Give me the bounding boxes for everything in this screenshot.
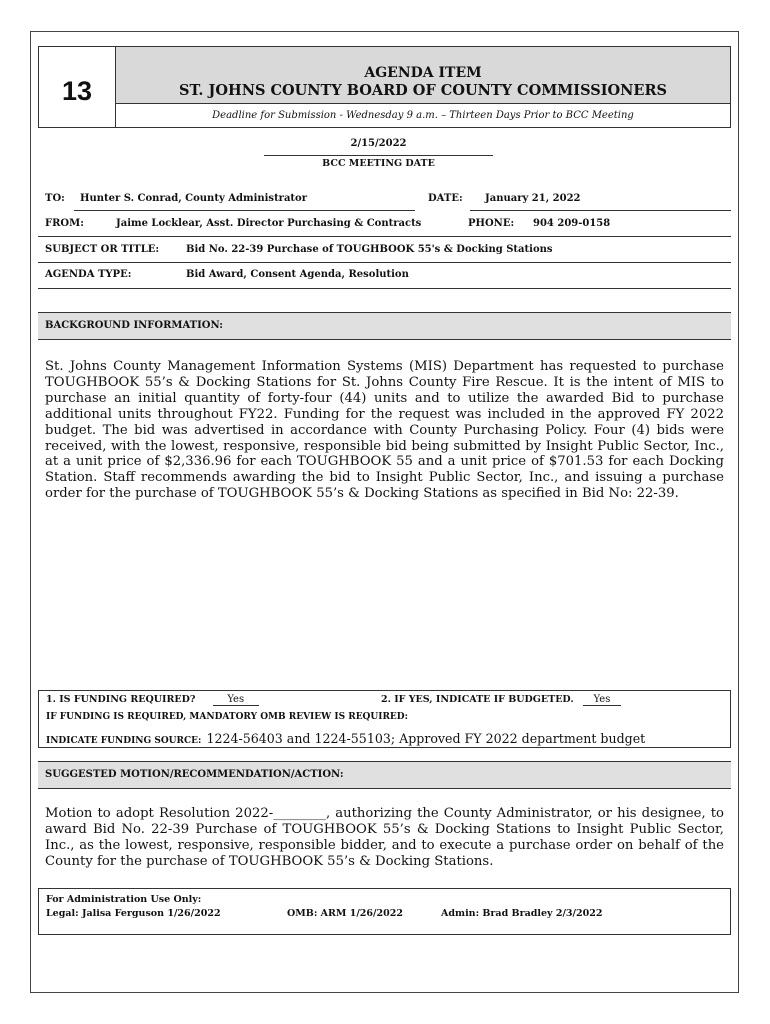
meeting-date: 2/15/2022 <box>350 138 407 149</box>
agenda-type-label: AGENDA TYPE: <box>45 269 132 280</box>
admin-signoff: Admin: Brad Bradley 2/3/2022 <box>441 908 603 919</box>
funding-source-label: INDICATE FUNDING SOURCE: <box>46 736 202 746</box>
subject-label: SUBJECT OR TITLE: <box>45 244 160 255</box>
header-box <box>38 46 731 128</box>
to-rule <box>74 210 415 211</box>
admin-legal: Legal: Jalisa Ferguson 1/26/2022 <box>46 908 221 919</box>
header-title-line2: ST. JOHNS COUNTY BOARD OF COUNTY COMMISSIONERS <box>179 82 667 99</box>
funding-q1 <box>46 694 259 706</box>
from-rule <box>38 236 731 237</box>
funding-q1-value: Yes <box>213 694 259 706</box>
funding-q2-label: 2. IF YES, INDICATE IF BUDGETED. <box>381 694 574 705</box>
background-heading: BACKGROUND INFORMATION: <box>38 312 731 340</box>
header-title-line1: AGENDA ITEM <box>364 65 482 81</box>
funding-box <box>38 690 731 748</box>
submission-deadline: Deadline for Submission - Wednesday 9 a.m. – Thirteen Days Prior to BCC Meeting <box>212 110 634 121</box>
admin-box <box>38 888 731 935</box>
to-value: Hunter S. Conrad, County Administrator <box>80 193 307 204</box>
agenda-type-rule <box>38 288 731 289</box>
funding-q2-value: Yes <box>583 694 621 706</box>
subject-value: Bid No. 22-39 Purchase of TOUGHBOOK 55's & Docking Stations <box>186 244 553 255</box>
agenda-type-value: Bid Award, Consent Agenda, Resolution <box>186 269 409 280</box>
funding-omb-note: IF FUNDING IS REQUIRED, MANDATORY OMB REVIEW IS REQUIRED: <box>46 712 408 722</box>
funding-source <box>46 728 645 747</box>
phone-label: PHONE: <box>468 218 515 229</box>
to-label: TO: <box>45 193 65 204</box>
date-rule <box>470 210 731 211</box>
header-title <box>116 47 730 104</box>
motion-heading: SUGGESTED MOTION/RECOMMENDATION/ACTION: <box>38 761 731 789</box>
admin-heading: For Administration Use Only: <box>46 894 202 905</box>
funding-source-value: 1224-56403 and 1224-55103; Approved FY 2022 department budget <box>206 731 646 746</box>
from-value: Jaime Locklear, Asst. Director Purchasing & Contracts <box>116 218 422 229</box>
date-label: DATE: <box>428 193 463 204</box>
meeting-date-label: BCC MEETING DATE <box>322 158 435 169</box>
funding-q2 <box>381 694 621 706</box>
motion-text: Motion to adopt Resolution 2022-________, authorizing the County Administrator, or his designee, to award Bid No. 22-39 Purchase of TOUGHBOOK 55’s & Docking Stations to Insight Public Sector, Inc., as the lowest, responsive, responsible bidder, and to execute a purchase order on behalf of the County for the purchase of TOUGHBOOK 55’s & Docking Stations. <box>45 806 724 869</box>
admin-omb: OMB: ARM 1/26/2022 <box>287 908 403 919</box>
background-text: St. Johns County Management Information Systems (MIS) Department has requested to purchase TOUGHBOOK 55’s & Docking Stations for St. Johns County Fire Rescue. It is the intent of MIS to purchase an initial quantity of forty-four (44) units and to utilize the awarded Bid to purchase additional units throughout FY22. Funding for the request was included in the approved FY 2022 budget. The bid was advertised in accordance with County Purchasing Policy. Four (4) bids were received, with the lowest, responsive, responsible bid being submitted by Insight Public Sector, Inc., at a unit price of $2,336.96 for each TOUGHBOOK 55 and a unit price of $701.53 for each Docking Station. Staff recommends awarding the bid to Insight Public Sector, Inc., and issuing a purchase order for the purchase of TOUGHBOOK 55’s & Docking Stations as specified in Bid No: 22-39. <box>45 359 724 502</box>
from-label: FROM: <box>45 218 84 229</box>
funding-q1-label: 1. IS FUNDING REQUIRED? <box>46 694 196 705</box>
agenda-item-number: 13 <box>39 47 116 127</box>
subject-rule <box>38 262 731 263</box>
meeting-date-rule <box>264 155 493 156</box>
phone-value: 904 209-0158 <box>533 218 611 229</box>
date-value: January 21, 2022 <box>485 193 581 204</box>
